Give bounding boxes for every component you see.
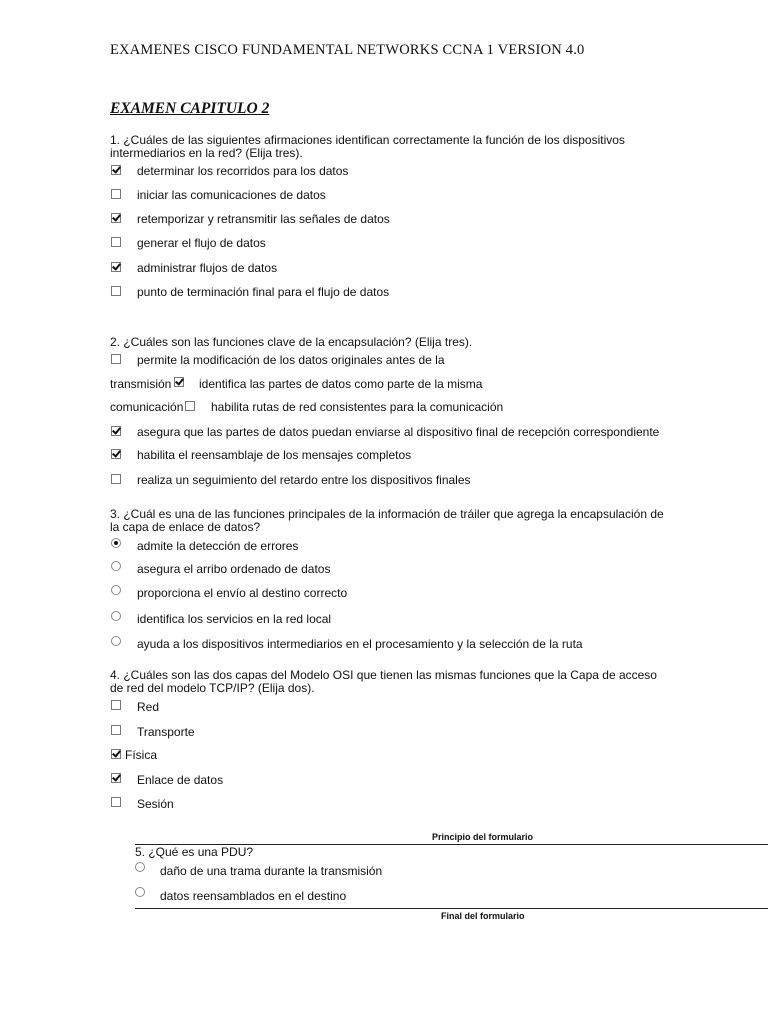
- q1-option-3-checkbox[interactable]: [111, 213, 121, 223]
- q4-option-1-label: Red: [137, 700, 160, 714]
- q5-option-1-label: daño de una trama durante la transmisión: [160, 864, 383, 878]
- q3-option-5-label: ayuda a los dispositivos intermediarios en el procesamiento y la selección de la ruta: [137, 637, 583, 651]
- q4-option-4-checkbox[interactable]: [111, 773, 121, 783]
- q5-option-2-radio[interactable]: [135, 887, 145, 897]
- q2-option-3-checkbox[interactable]: [185, 401, 195, 411]
- q4-option-4-label: Enlace de datos: [137, 773, 224, 787]
- question-2-text: 2. ¿Cuáles son las funciones clave de la encapsulación? (Elija tres).: [110, 335, 473, 349]
- q1-option-4-checkbox[interactable]: [111, 237, 121, 247]
- q2-option-4-checkbox[interactable]: [111, 426, 121, 436]
- q3-option-3-label: proporciona el envío al destino correcto: [137, 586, 348, 600]
- question-5-text: 5. ¿Qué es una PDU?: [135, 845, 254, 859]
- q2-option-6-checkbox[interactable]: [111, 474, 121, 484]
- q4-option-5-checkbox[interactable]: [111, 797, 121, 807]
- q4-option-5-label: Sesión: [137, 797, 174, 811]
- q3-option-3-radio[interactable]: [111, 585, 121, 595]
- q1-option-5-label: administrar flujos de datos: [137, 261, 278, 275]
- q2-option-4-label: asegura que las partes de datos puedan enviarse al dispositivo final de recepción correspondiente: [137, 425, 660, 439]
- q2-option-3-label: habilita rutas de red consistentes para la comunicación: [211, 400, 504, 414]
- question-3-text: 3. ¿Cuál es una de las funciones principales de la información de tráiler que agrega la encapsulación de la capa de enlace de datos?: [110, 507, 664, 534]
- q2-line3-prefix: comunicación: [110, 400, 184, 414]
- q3-option-4-label: identifica los servicios en la red local: [137, 612, 332, 626]
- question-1-text: 1. ¿Cuáles de las siguientes afirmaciones identifican correctamente la función de los dispositivos intermediarios en la red? (Elija tres).: [110, 133, 625, 160]
- q2-option-1-checkbox[interactable]: [111, 354, 121, 364]
- q4-option-3-checkbox[interactable]: [111, 749, 121, 759]
- q2-option-5-checkbox[interactable]: [111, 449, 121, 459]
- q1-option-4-label: generar el flujo de datos: [137, 236, 266, 250]
- q1-option-2-checkbox[interactable]: [111, 189, 121, 199]
- q5-option-2-label: datos reensamblados en el destino: [160, 889, 347, 903]
- exam-title: EXAMEN CAPITULO 2: [110, 100, 270, 117]
- q3-option-1-radio[interactable]: [111, 538, 121, 548]
- q1-option-2-label: iniciar las comunicaciones de datos: [137, 188, 326, 202]
- q1-option-6-label: punto de terminación final para el flujo de datos: [137, 285, 390, 299]
- document-header: EXAMENES CISCO FUNDAMENTAL NETWORKS CCNA 1 VERSION 4.0: [110, 42, 585, 58]
- q2-option-2-label: identifica las partes de datos como parte de la misma: [199, 377, 483, 391]
- q4-option-2-label: Transporte: [137, 725, 195, 739]
- form-start-label: Principio del formulario: [432, 832, 534, 842]
- form-end-divider: [135, 908, 768, 909]
- q3-option-5-radio[interactable]: [111, 636, 121, 646]
- q5-option-1-radio[interactable]: [135, 862, 145, 872]
- q3-option-2-radio[interactable]: [111, 561, 121, 571]
- q4-option-1-checkbox[interactable]: [111, 700, 121, 710]
- q1-option-3-label: retemporizar y retransmitir las señales de datos: [137, 212, 390, 226]
- question-4-text: 4. ¿Cuáles son las dos capas del Modelo OSI que tienen las mismas funciones que la Capa de acceso de red del modelo TCP/IP? (Elija dos).: [110, 668, 657, 695]
- q3-option-4-radio[interactable]: [111, 611, 121, 621]
- q4-option-3-label: Física: [125, 748, 158, 762]
- q2-option-2-checkbox[interactable]: [174, 377, 184, 387]
- q4-option-2-checkbox[interactable]: [111, 725, 121, 735]
- q1-option-5-checkbox[interactable]: [111, 262, 121, 272]
- q2-option-5-label: habilita el reensamblaje de los mensajes completos: [137, 448, 412, 462]
- q1-option-1-label: determinar los recorridos para los datos: [137, 164, 349, 178]
- q1-option-1-checkbox[interactable]: [111, 165, 121, 175]
- form-end-label: Final del formulario: [441, 911, 525, 921]
- q1-option-6-checkbox[interactable]: [111, 286, 121, 296]
- q2-option-1-label: permite la modificación de los datos originales antes de la: [137, 353, 445, 367]
- q2-line2-prefix: transmisión: [110, 377, 172, 391]
- q3-option-1-label: admite la detección de errores: [137, 539, 299, 553]
- q2-option-6-label: realiza un seguimiento del retardo entre los dispositivos finales: [137, 473, 471, 487]
- q3-option-2-label: asegura el arribo ordenado de datos: [137, 562, 331, 576]
